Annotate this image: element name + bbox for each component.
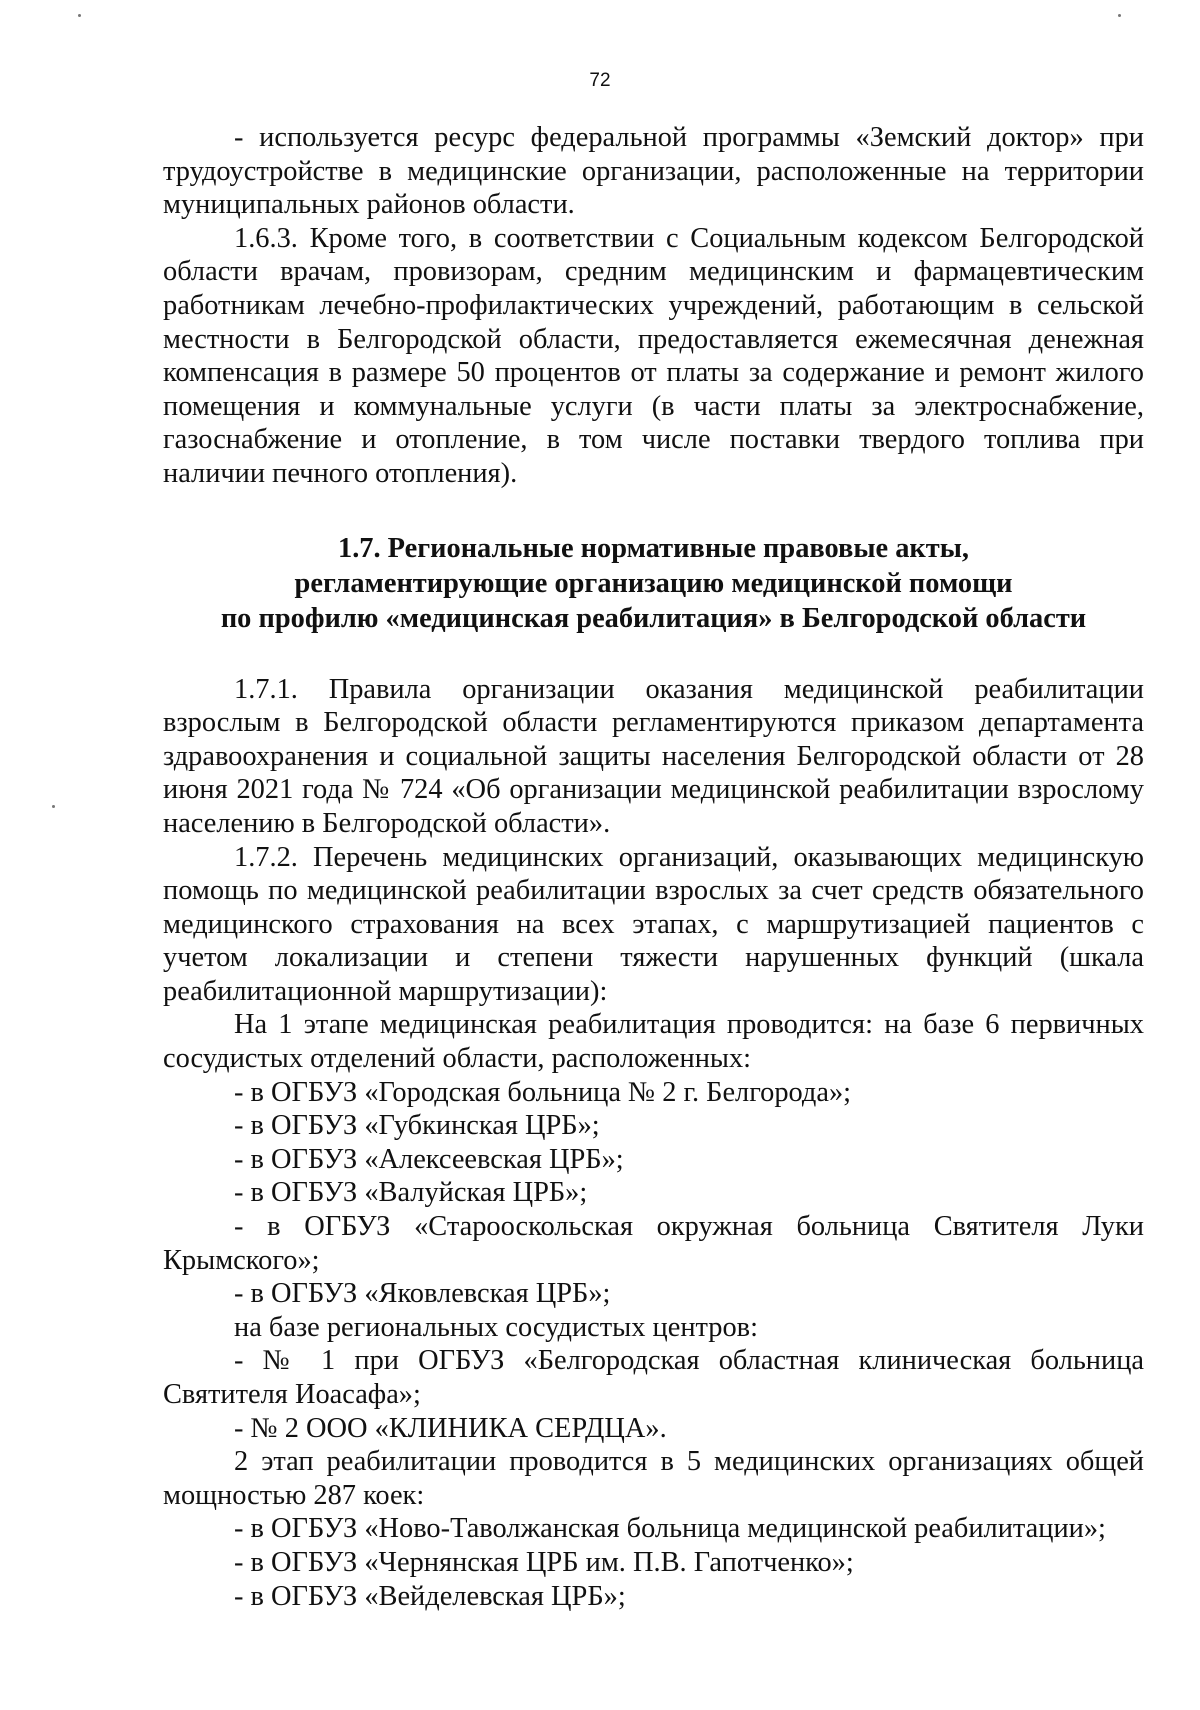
document-body [163, 121, 1144, 1613]
scan-speck [1118, 14, 1121, 17]
list-item: - в ОГБУЗ «Алексеевская ЦРБ»; [234, 1143, 624, 1175]
scan-speck [78, 14, 81, 17]
list-item: - в ОГБУЗ «Старооскольская окружная больница Святителя Луки Крымского»; [163, 1211, 1144, 1276]
page-number: 72 [589, 70, 611, 91]
list-item: - в ОГБУЗ «Чернянская ЦРБ им. П.В. Гапотченко»; [234, 1546, 854, 1578]
heading-line: по профилю «медицинская реабилитация» в Белгородской области [220, 602, 1087, 634]
paragraph-zemsky-doctor: - используется ресурс федеральной программы «Земский доктор» при трудоустройстве в медицинские организации, расположенные на территории муниципальных районов области. [163, 122, 1144, 221]
section-heading-1-7 [163, 531, 1144, 636]
list-item: - № 2 ООО «КЛИНИКА СЕРДЦА». [234, 1412, 667, 1444]
list-item: - в ОГБУЗ «Ново-Таволжанская больница медицинской реабилитации»; [234, 1513, 1106, 1545]
heading-line: 1.7. Региональные нормативные правовые акты, [338, 532, 969, 564]
paragraph-regional-centers-intro: на базе региональных сосудистых центров: [234, 1311, 758, 1343]
list-item: - в ОГБУЗ «Городская больница № 2 г. Белгорода»; [234, 1076, 852, 1108]
list-item: - в ОГБУЗ «Губкинская ЦРБ»; [234, 1110, 600, 1142]
list-item: - № 1 при ОГБУЗ «Белгородская областная клиническая больница Святителя Иоасафа»; [163, 1345, 1144, 1410]
paragraph-stage-1-intro: На 1 этапе медицинская реабилитация проводится: на базе 6 первичных сосудистых отделений области, расположенных: [163, 1009, 1144, 1075]
heading-line: регламентирующие организацию медицинской помощи [294, 567, 1013, 599]
paragraph-1-6-3: 1.6.3. Кроме того, в соответствии с Социальным кодексом Белгородской области врачам, провизорам, средним медицинским и фармацевтическим работникам лечебно-профилактических учреждений, работающим в сельской местности в Белгородской области, предоставляется ежемесячная денежная компенсация в размере 50 процентов от платы за содержание и ремонт жилого помещения и коммунальные услуги (в части платы за электроснабжение, газоснабжение и отопление, в том числе поставки твердого топлива при наличии печного отопления). [163, 222, 1144, 489]
paragraph-1-7-2: 1.7.2. Перечень медицинских организаций, оказывающих медицинскую помощь по медицинской реабилитации взрослых за счет средств обязательного медицинского страхования на всех этапах, с маршрутизацией пациентов с учетом локализации и степени тяжести нарушенных функций (шкала реабилитационной маршрутизации): [163, 841, 1144, 1007]
list-item: - в ОГБУЗ «Вейделевская ЦРБ»; [234, 1580, 626, 1612]
list-item: - в ОГБУЗ «Яковлевская ЦРБ»; [234, 1278, 611, 1310]
paragraph-1-7-1: 1.7.1. Правила организации оказания медицинской реабилитации взрослым в Белгородской области регламентируются приказом департамента здравоохранения и социальной защиты населения Белгородской области от 28 июня 2021 года № 724 «Об организации медицинской реабилитации взрослому населению в Белгородской области». [163, 673, 1144, 839]
list-item: - в ОГБУЗ «Валуйская ЦРБ»; [234, 1177, 588, 1209]
paragraph-stage-2-intro: 2 этап реабилитации проводится в 5 медицинских организациях общей мощностью 287 коек: [163, 1446, 1144, 1511]
scan-speck [52, 805, 55, 808]
